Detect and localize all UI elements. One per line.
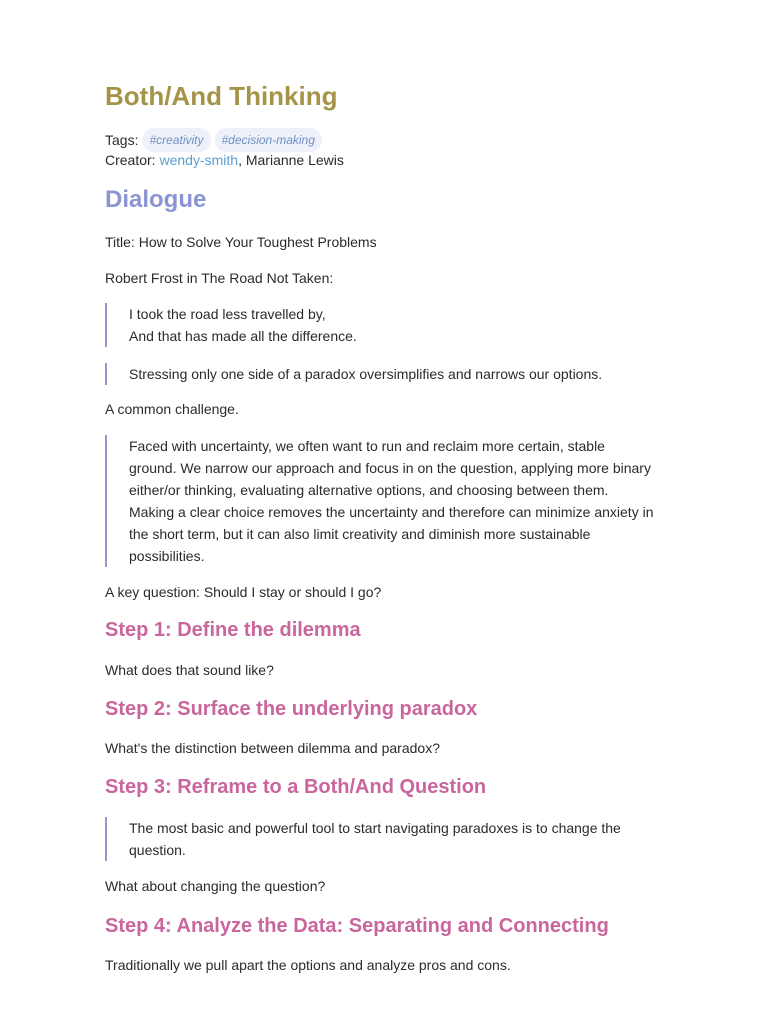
- step4-heading: Step 4: Analyze the Data: Separating and Connecting: [105, 915, 609, 937]
- paragraph-frost-intro: Robert Frost in The Road Not Taken:: [105, 270, 334, 286]
- quote-line: The most basic and powerful tool to start navigating paradoxes is to change the: [129, 820, 621, 836]
- quote-line: And that has made all the difference.: [129, 328, 357, 344]
- section-heading-dialogue: Dialogue: [105, 186, 207, 213]
- step1-heading: Step 1: Define the dilemma: [105, 619, 361, 641]
- creator-label: Creator:: [105, 152, 156, 168]
- quote-line: the short term, but it can also limit creativity and diminish more sustainable: [129, 526, 591, 542]
- quote-line: Stressing only one side of a paradox oversimplifies and narrows our options.: [129, 366, 603, 382]
- blockquote-change-question: [105, 817, 685, 861]
- tags-label: Tags:: [105, 132, 139, 148]
- tag-decision-making[interactable]: #decision-making: [215, 128, 322, 152]
- paragraph-common-challenge: A common challenge.: [105, 401, 239, 417]
- step1-text: What does that sound like?: [105, 662, 274, 678]
- quote-line: Making a clear choice removes the uncertainty and therefore can minimize anxiety in: [129, 504, 654, 520]
- paragraph-key-question: A key question: Should I stay or should I go?: [105, 584, 382, 600]
- quote-line: possibilities.: [129, 548, 205, 564]
- quote-line: question.: [129, 842, 186, 858]
- quote-line: either/or thinking, evaluating alternative options, and choosing between them.: [129, 482, 609, 498]
- tag-creativity[interactable]: #creativity: [142, 128, 210, 152]
- step2-heading: Step 2: Surface the underlying paradox: [105, 698, 478, 720]
- step2-text: What's the distinction between dilemma and paradox?: [105, 740, 440, 756]
- quote-line: I took the road less travelled by,: [129, 306, 326, 322]
- step3-text: What about changing the question?: [105, 878, 326, 894]
- tags-row: [105, 128, 685, 152]
- step3-heading: Step 3: Reframe to a Both/And Question: [105, 776, 487, 798]
- blockquote-frost: [105, 303, 685, 347]
- blockquote-paradox: [105, 363, 685, 385]
- page-title: Both/And Thinking: [105, 81, 338, 111]
- creator-rest: , Marianne Lewis: [238, 152, 344, 168]
- quote-line: Faced with uncertainty, we often want to run and reclaim more certain, stable: [129, 438, 605, 454]
- paragraph-title-line: Title: How to Solve Your Toughest Problems: [105, 234, 377, 250]
- creator-row: [105, 150, 685, 170]
- creator-link[interactable]: wendy-smith: [159, 152, 239, 168]
- quote-line: ground. We narrow our approach and focus in on the question, applying more binary: [129, 460, 651, 476]
- blockquote-uncertainty: [105, 435, 685, 567]
- step4-text: Traditionally we pull apart the options and analyze pros and cons.: [105, 957, 511, 973]
